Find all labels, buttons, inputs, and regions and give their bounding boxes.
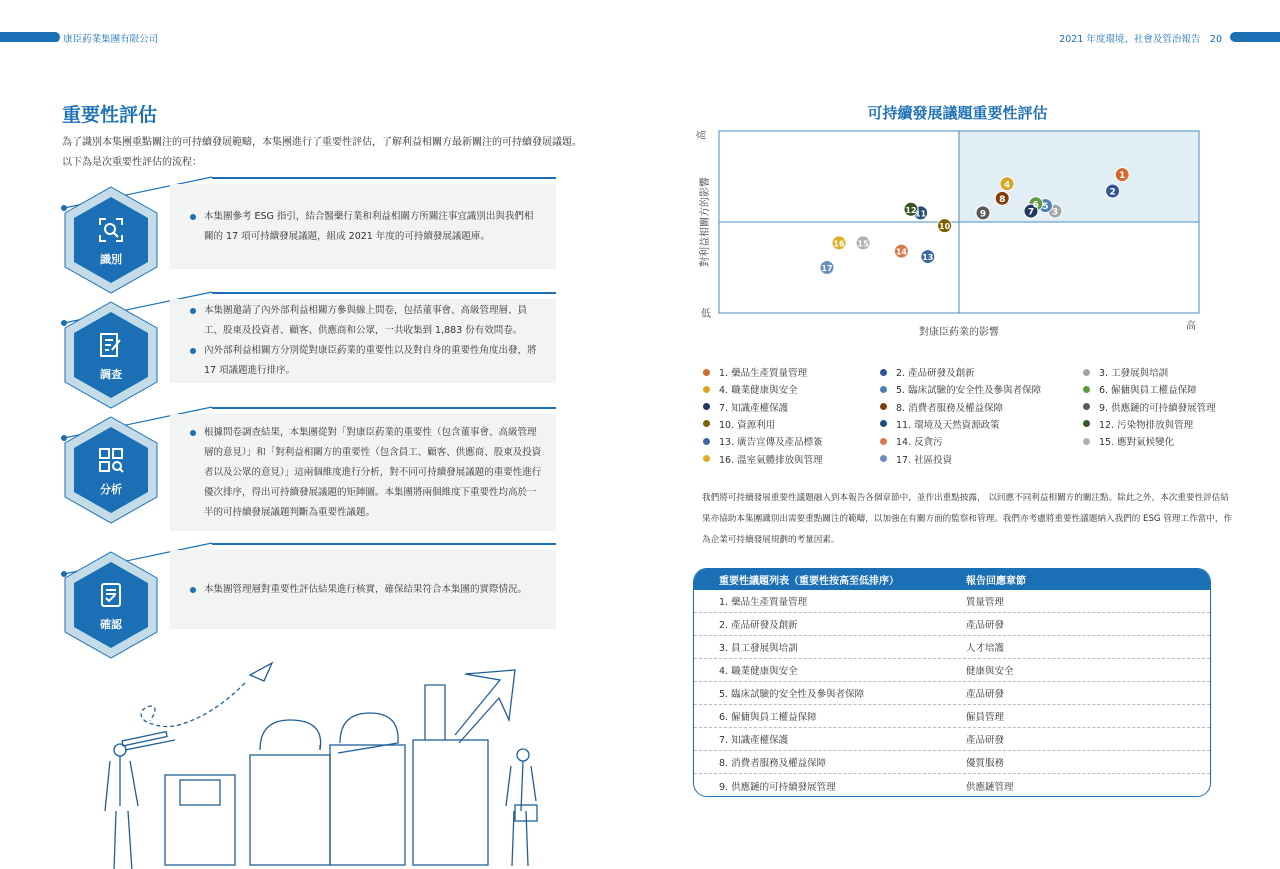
table-row (694, 705, 1210, 728)
data-point-label-15: 15 (857, 239, 869, 249)
bullet-icon (190, 214, 196, 220)
chart-title: 可持續發展議題重要性評估 (867, 104, 1048, 122)
table-row (694, 636, 1210, 659)
table-row (694, 590, 1210, 613)
legend-item (1083, 434, 1174, 448)
legend-dot-icon (1083, 420, 1090, 427)
step-divider-line (212, 543, 556, 545)
legend-dot-icon (880, 438, 887, 445)
legend-label: 2. 產品研發及創新 (896, 368, 975, 379)
table-header (694, 569, 1210, 590)
section-cell: 產品研發 (966, 689, 1005, 700)
issue-cell: 7. 知識產權保護 (719, 735, 789, 746)
bullet-icon (190, 308, 196, 314)
data-point-label-16: 16 (833, 239, 845, 249)
data-point-label-3: 3 (1051, 207, 1059, 218)
legend-item (703, 434, 823, 448)
table-row (694, 682, 1210, 705)
step-divider-line (212, 177, 556, 179)
legend-dot-icon (1083, 403, 1090, 410)
legend-label: 12. 污染物排放與管理 (1099, 419, 1194, 431)
section-cell: 健康與安全 (966, 666, 1014, 677)
legend-label: 6. 僱傭與員工權益保障 (1099, 385, 1197, 397)
legend-dot-icon (880, 386, 887, 393)
legend-item (880, 417, 1000, 431)
data-point-label-17: 17 (821, 264, 833, 273)
legend-label: 14. 反貪污 (896, 437, 943, 449)
issue-cell: 2. 產品研發及創新 (719, 620, 798, 631)
grid-search-icon (98, 447, 124, 473)
checklist-icon (98, 582, 124, 608)
table-row (694, 659, 1210, 682)
y-axis-low-label: 低 (701, 309, 711, 320)
legend-label: 9. 供應鏈的可持續發展管理 (1099, 402, 1216, 414)
header-report-section: 報告回應章節 (966, 576, 1026, 587)
step-bullet (204, 207, 542, 247)
step-hexagon-2 (63, 300, 159, 410)
legend-dot-icon (703, 369, 710, 376)
materiality-matrix-chart (690, 120, 1210, 340)
data-point-label-5: 5 (1042, 202, 1049, 213)
legend-item (1083, 417, 1193, 431)
section-cell: 優質服務 (966, 758, 1005, 769)
legend-label: 5. 臨床試驗的安全性及參與者保障 (896, 385, 1042, 397)
step-bullet-text: 根據問卷調查結果，本集團從對「對康臣葯業的重要性（包含董事會、高級管理層的意見）」和「對利益相關方的重要性（包含員工、顧客、供應商、股東及投資者以及公眾的意見）」這兩個維度進行分析，對不同可持續發展議題的重要性進行優次排序，得出可持續發展議題的矩陣圖。本集團將兩個維度下重要性均高於一半的可持續發展議題判斷為重要性議題。 (204, 426, 542, 518)
2021-growth-illustration (100, 655, 560, 869)
legend-label: 15. 應對氣候變化 (1099, 437, 1175, 449)
issue-cell: 5. 臨床試驗的安全性及參與者保障 (719, 689, 865, 700)
legend-dot-icon (703, 386, 710, 393)
header-issue-list: 重要性議題列表（重要性按高至低排序） (719, 576, 899, 587)
issue-cell: 6. 僱傭與員工權益保障 (719, 712, 817, 723)
paper-plane-icon (250, 663, 272, 681)
legend-label: 1. 藥品生產質量管理 (719, 368, 808, 379)
legend-dot-icon (1083, 438, 1090, 445)
legend-dot-icon (703, 403, 710, 410)
step-bullet-text: 本集團參考 ESG 指引，結合醫藥行業和利益相關方所關注事宜識別出與我們相關的 17 項可持續發展議題，組成 2021 年度的可持續發展議題庫。 (204, 210, 534, 242)
legend-item (703, 365, 807, 379)
step-hexagon-1 (63, 185, 159, 295)
data-point-label-8: 8 (999, 194, 1006, 205)
step-bullet (204, 301, 542, 341)
data-point-label-2: 2 (1109, 187, 1116, 198)
material-issues-table (693, 568, 1211, 797)
step-label: 確認 (100, 618, 122, 631)
data-point-label-14: 14 (895, 247, 907, 257)
issue-cell: 4. 職業健康與安全 (719, 666, 798, 677)
legend-item (1083, 365, 1168, 379)
step-bullet-text: 本集團邀請了內外部利益相關方參與線上問卷，包括董事會、高級管理層、員工、股東及投資者、顧客、供應商和公眾，一共收集到 1,883 份有效問卷。 (204, 305, 528, 336)
y-axis-label: 對利益相關方的影響 (700, 177, 711, 267)
legend-dot-icon (703, 455, 710, 462)
legend-item (1083, 400, 1216, 414)
section-cell: 產品研發 (966, 620, 1005, 631)
legend-label: 3. 工發展與培訓 (1099, 368, 1169, 379)
legend-dot-icon (880, 420, 887, 427)
section-cell: 人才培護 (966, 643, 1005, 654)
legend-label: 7. 知識產權保護 (719, 402, 789, 414)
legend-label: 16. 溫室氣體排放與管理 (719, 454, 823, 466)
bullet-icon (190, 348, 196, 354)
header-right-text: 2021 年度環境、社會及管治報告 20 (1059, 34, 1222, 45)
data-point-label-4: 4 (1003, 180, 1011, 191)
data-point-label-10: 10 (939, 222, 951, 232)
data-point-label-11: 11 (915, 209, 927, 219)
legend-dot-icon (880, 403, 887, 410)
survey-pen-icon (98, 332, 124, 358)
step-label: 分析 (100, 483, 122, 496)
legend-item (880, 434, 943, 448)
legend-item (703, 400, 788, 414)
section-cell: 供應鏈管理 (966, 781, 1014, 793)
legend-dot-icon (1083, 386, 1090, 393)
legend-label: 4. 職業健康與安全 (719, 385, 798, 397)
table-row (694, 613, 1210, 636)
materiality-paragraph: 我們將可持續發展重要性議題融入到本報告各個章節中，並作出重點披露， 以回應不同利益相關方的關注點。除此之外，本次重要性評估結果亦協助本集團識別出需要重點關注的範疇，以加強在有關方面的監察和管理。我們亦考慮將重要性議題納入我們的 ESG 管理工作當中，作為企業可持續發展規劃的考量因素。 (702, 493, 1233, 545)
step-hexagon-3 (63, 415, 159, 525)
legend-dot-icon (880, 455, 887, 462)
bullet-icon (190, 587, 196, 593)
data-point-label-13: 13 (922, 253, 934, 263)
data-point-label-1: 1 (1119, 171, 1126, 182)
legend-dot-icon (703, 438, 710, 445)
legend-dot-icon (880, 369, 887, 376)
step-description-box (170, 414, 556, 531)
data-point-label-6: 6 (1032, 200, 1039, 211)
legend-item (880, 365, 975, 379)
legend-dot-icon (703, 420, 710, 427)
step-description-box (170, 184, 556, 269)
step-divider-line (212, 292, 556, 294)
step-bullet-text: 本集團管理層對重要性評估結果進行核實，確保結果符合本集團的實際情況。 (204, 583, 528, 595)
table-row (694, 751, 1210, 774)
header-bar-right (1230, 32, 1280, 42)
issue-cell: 3. 員工發展與培訓 (719, 643, 798, 654)
data-point-label-9: 9 (979, 209, 987, 220)
step-label: 識別 (100, 253, 122, 266)
step-bullet (204, 423, 542, 523)
issue-cell: 8. 消費者服務及權益保障 (719, 758, 827, 769)
step-bullet (204, 341, 542, 381)
table-row (694, 774, 1210, 797)
legend-item (703, 452, 823, 466)
issue-cell: 9. 供應鏈的可持續發展管理 (719, 781, 836, 793)
data-point-label-12: 12 (905, 205, 917, 215)
page-title: 重要性評估 (62, 104, 158, 126)
step-bullet-text: 內外部利益相關方分別從對康臣葯業的重要性以及對自身的重要性角度出發，將 17 項議題進行排序。 (204, 345, 537, 376)
step-bullet (204, 580, 542, 600)
data-point-label-7: 7 (1027, 207, 1035, 218)
legend-item (1083, 382, 1197, 396)
step-divider-line (212, 407, 556, 409)
legend-label: 17. 社區投資 (896, 454, 953, 466)
section-cell: 質量管理 (966, 597, 1005, 608)
issue-cell: 1. 藥品生產質量管理 (719, 597, 808, 608)
legend-label: 11. 環境及天然資源政策 (896, 419, 1000, 431)
step-label: 調查 (100, 368, 122, 381)
legend-dot-icon (1083, 369, 1090, 376)
legend-item (880, 400, 1003, 414)
legend-label: 13. 廣告宣傳及產品標簽 (719, 437, 823, 449)
table-row (694, 728, 1210, 751)
legend-item (703, 382, 798, 396)
bullet-icon (190, 430, 196, 436)
x-axis-label: 對康臣葯業的影響 (919, 327, 999, 338)
high-priority-quadrant (959, 131, 1199, 222)
legend-item (880, 452, 952, 466)
section-cell: 產品研發 (966, 735, 1005, 746)
y-axis-high-label: 高 (697, 130, 708, 140)
header-left-text: 19 康臣葯業集團有限公司 (48, 34, 159, 45)
step-hexagon-4 (63, 550, 159, 660)
step-description-box (170, 299, 556, 383)
legend-item (703, 417, 775, 431)
x-axis-high-label: 高 (1186, 321, 1196, 332)
section-cell: 僱員管理 (966, 712, 1005, 723)
intro-text: 為了識別本集團重點關注的可持續發展範疇，本集團進行了重要性評估，了解利益相關方最新關注的可持續發展議題。以下為是次重要性評估的流程： (62, 137, 582, 168)
legend-label: 8. 消費者服務及權益保障 (896, 402, 1004, 414)
step-description-box (170, 550, 556, 629)
legend-label: 10. 資源利用 (719, 419, 776, 431)
legend-item (880, 382, 1041, 396)
search-frame-icon (98, 217, 124, 243)
